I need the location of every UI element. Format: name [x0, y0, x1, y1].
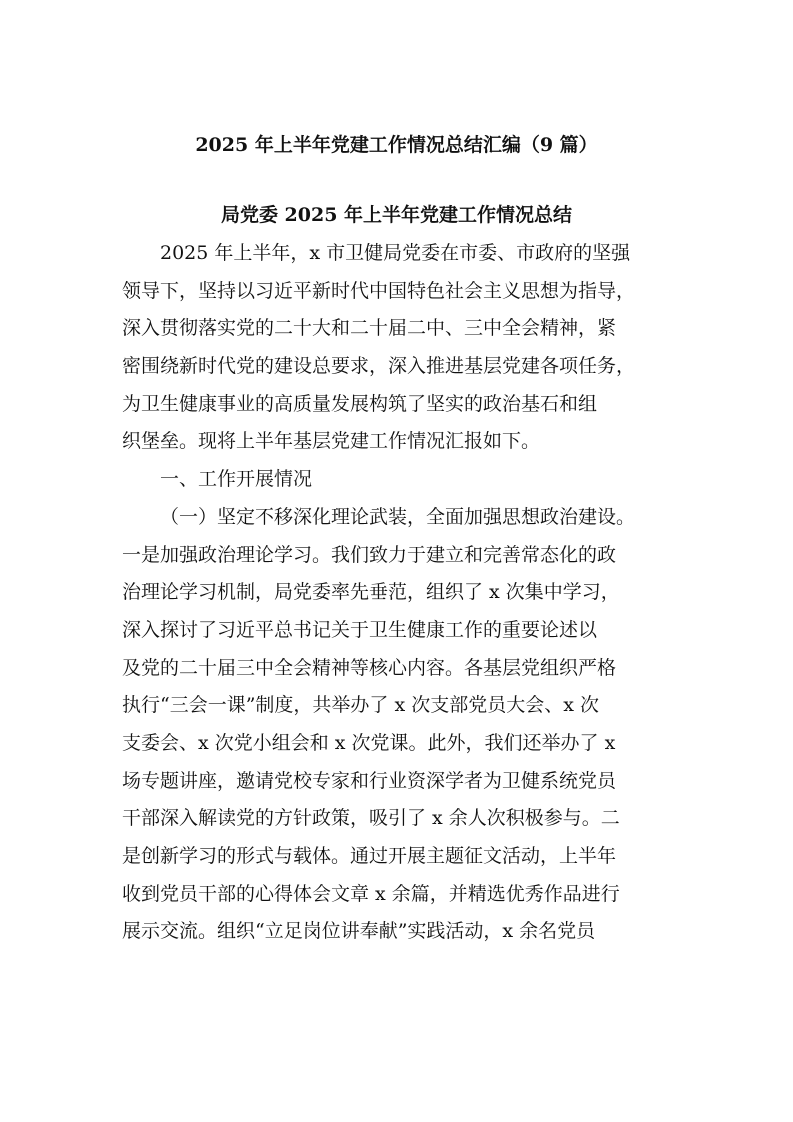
text-line: 展示交流。组织“立足岗位讲奉献”实践活动，x 余名党员 — [122, 920, 596, 943]
text-line: 织堡垒。现将上半年基层党建工作情况汇报如下。 — [122, 430, 541, 453]
text-line: 为卫生健康事业的高质量发展构筑了坚实的政治基石和组 — [122, 392, 598, 415]
text-line: 密围绕新时代党的建设总要求，深入推进基层党建各项任务， — [122, 355, 636, 378]
text-line: 深入贯彻落实党的二十大和二十届二中、三中全会精神，紧 — [122, 317, 617, 340]
text-line: 2025 年上半年，x 市卫健局党委在市委、市政府的坚强 — [160, 242, 631, 264]
text-line: 收到党员干部的心得体会文章 x 余篇，并精选优秀作品进行 — [122, 882, 620, 905]
text-line: 治理论学习机制，局党委率先垂范，组织了 x 次集中学习， — [122, 581, 620, 604]
section-heading: 一、工作开展情况 — [160, 468, 313, 491]
text-line: 一是加强政治理论学习。我们致力于建立和完善常态化的政 — [122, 543, 617, 566]
text-line: 干部深入解读党的方针政策，吸引了 x 余人次积极参与。二 — [122, 807, 620, 830]
text-line: 深入探讨了习近平总书记关于卫生健康工作的重要论述以 — [122, 618, 598, 641]
subsection-heading: （一）坚定不移深化理论武装，全面加强思想政治建设。 — [160, 505, 636, 528]
text-line: 场专题讲座，邀请党校专家和行业资深学者为卫健系统党员 — [122, 769, 617, 792]
text-line: 是创新学习的形式与载体。通过开展主题征文活动，上半年 — [122, 845, 617, 867]
section-title: 局党委 2025 年上半年党建工作情况总结 — [220, 204, 573, 226]
text-line: 执行“三会一课”制度，共举办了 x 次支部党员大会、x 次 — [122, 694, 599, 717]
document-title: 2025 年上半年党建工作情况总结汇编（9 篇） — [195, 134, 598, 156]
body-text — [122, 235, 682, 951]
text-line: 支委会、x 次党小组会和 x 次党课。此外，我们还举办了 x — [122, 731, 616, 754]
text-line: 领导下，坚持以习近平新时代中国特色社会主义思想为指导， — [122, 279, 636, 302]
text-line: 及党的二十届三中全会精神等核心内容。各基层党组织严格 — [122, 656, 617, 679]
